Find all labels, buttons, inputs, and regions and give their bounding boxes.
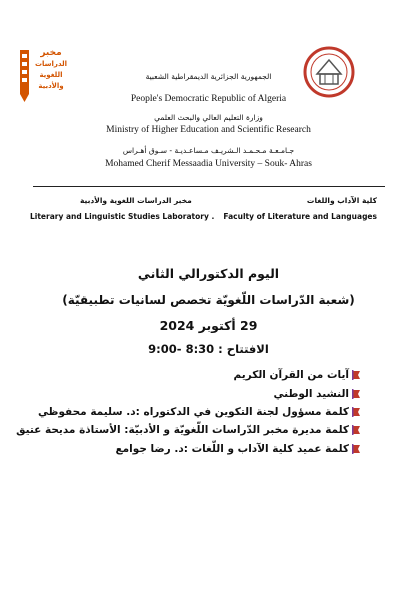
ministry-english: Ministry of Higher Education and Scientific Research bbox=[106, 125, 311, 135]
program-item-label: آيات من القرآن الكريم bbox=[233, 369, 349, 382]
faculty-name-arabic: كلية الآداب واللغات bbox=[306, 196, 377, 205]
lab-logo-line: مخبر bbox=[40, 48, 62, 58]
republic-english: People's Democratic Republic of Algeria bbox=[130, 94, 287, 104]
list-item bbox=[16, 421, 361, 439]
event-date: 29 أكتوبر 2024 bbox=[159, 318, 258, 333]
program-item-label: كلمة عميد كلية الآداب و اللّغات :د. رضا جوامع bbox=[115, 442, 349, 455]
opening-time: الافتتاح : 8:30 -9:00 bbox=[148, 342, 269, 356]
event-title: اليوم الدكتورالي الثاني bbox=[137, 266, 280, 281]
candle-bullet-icon bbox=[351, 389, 361, 399]
list-item bbox=[16, 440, 361, 458]
program-item-label: النشيد الوطني bbox=[273, 387, 349, 400]
list-item bbox=[16, 366, 361, 384]
university-english: Mohamed Cherif Messaadia University – Souk- Ahras bbox=[105, 159, 312, 169]
candle-bullet-icon bbox=[351, 425, 361, 435]
candle-bullet-icon bbox=[351, 444, 361, 454]
list-item bbox=[16, 384, 361, 402]
lab-logo-line: الدراسات bbox=[34, 60, 68, 68]
program-list bbox=[16, 366, 361, 458]
university-arabic: جـامـعـة مـحـمـد الـشريـف مـساعـديـة - سـوق أهـراس bbox=[122, 146, 295, 155]
faculty-name-english: Faculty of Literature and Languages bbox=[223, 212, 377, 221]
header-divider bbox=[33, 186, 385, 187]
lab-logo-line: اللغوية bbox=[39, 71, 63, 79]
program-item-label: كلمة مسؤول لجنة التكوين في الدكتوراه :د. سليمة محفوظي bbox=[37, 405, 349, 418]
candle-bullet-icon bbox=[351, 407, 361, 417]
list-item bbox=[16, 403, 361, 421]
ministry-arabic: وزارة التعليم العالي والبحث العلمي bbox=[154, 113, 263, 122]
event-subtitle: (شعبة الدّراسات اللّغويّة تخصص لسانيات تطبيقيّة) bbox=[62, 293, 355, 307]
lab-name-english: Literary and Linguistic Studies Laboratory . bbox=[30, 212, 215, 221]
candle-bullet-icon bbox=[351, 370, 361, 380]
lab-name-arabic: مخبر الدراسات اللغوية والأدبية bbox=[80, 196, 192, 205]
program-item-label: كلمة مديرة مخبر الدّراسات اللّغويّة و الأدبيّة: الأستاذة مديحة عتيق bbox=[16, 424, 349, 437]
republic-arabic: الجمهورية الجزائرية الديمقراطية الشعبية bbox=[145, 72, 272, 81]
lab-logo-line: والأدبية bbox=[38, 82, 64, 90]
